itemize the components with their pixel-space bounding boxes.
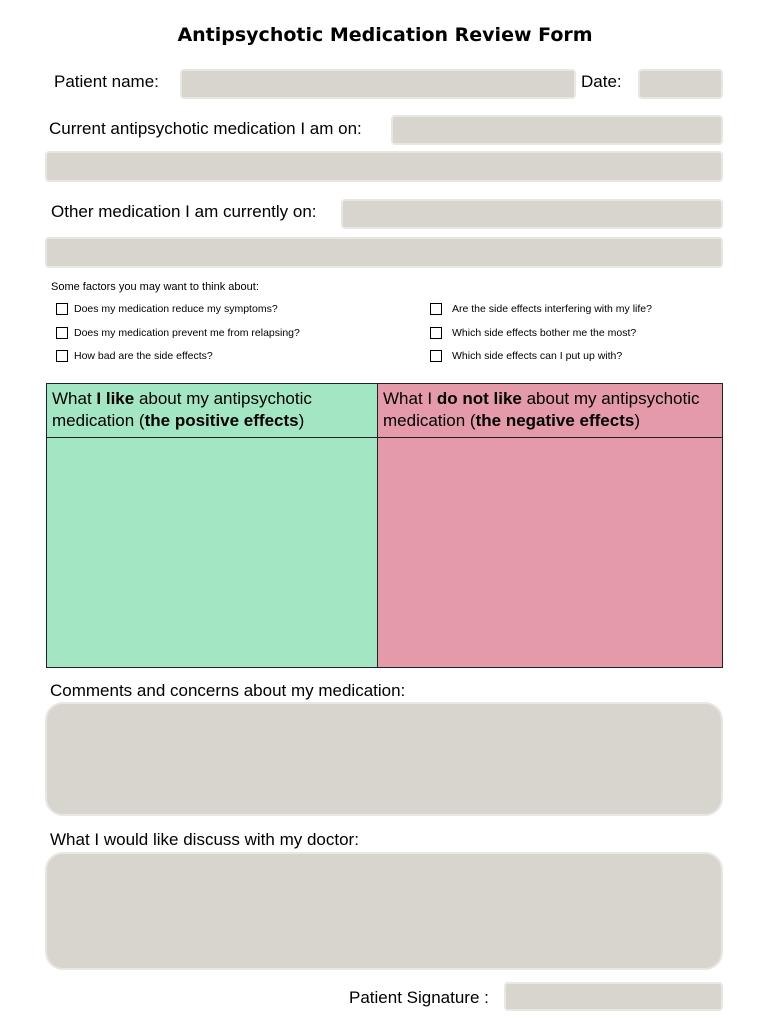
header-text: about my antipsychotic medication ( bbox=[383, 389, 700, 430]
factor-item bbox=[56, 350, 213, 362]
patient-name-field[interactable] bbox=[180, 69, 576, 99]
factor-item bbox=[430, 327, 636, 339]
form-title: Antipsychotic Medication Review Form bbox=[177, 24, 593, 46]
factor-item bbox=[56, 327, 300, 339]
factor-checkbox[interactable] bbox=[56, 350, 68, 362]
current-medication-field-line2[interactable] bbox=[45, 151, 723, 182]
factor-checkbox[interactable] bbox=[56, 303, 68, 315]
factor-text: Does my medication prevent me from relapsing? bbox=[74, 327, 300, 339]
factor-checkbox[interactable] bbox=[430, 303, 442, 315]
header-text: about my antipsychotic medication ( bbox=[52, 389, 312, 430]
header-text: What I bbox=[383, 389, 437, 408]
date-field[interactable] bbox=[638, 69, 723, 99]
header-bold: I like bbox=[96, 389, 135, 408]
comments-field[interactable] bbox=[45, 702, 723, 816]
effects-table bbox=[46, 383, 723, 668]
positive-effects-header bbox=[47, 384, 378, 438]
header-bold: do not like bbox=[436, 389, 522, 408]
header-text: ) bbox=[634, 411, 641, 430]
header-bold: the negative effects bbox=[475, 411, 635, 430]
factor-item bbox=[56, 303, 278, 315]
signature-label: Patient Signature : bbox=[349, 988, 489, 1007]
factor-checkbox[interactable] bbox=[430, 350, 442, 362]
comments-label: Comments and concerns about my medication: bbox=[50, 681, 406, 700]
current-medication-field[interactable] bbox=[391, 115, 723, 145]
negative-effects-field[interactable] bbox=[378, 438, 722, 667]
factors-heading: Some factors you may want to think about: bbox=[51, 281, 259, 293]
header-text: ) bbox=[298, 411, 305, 430]
date-label: Date: bbox=[581, 72, 622, 91]
factor-item bbox=[430, 350, 622, 362]
other-medication-field[interactable] bbox=[341, 199, 723, 229]
factor-text: Which side effects bother me the most? bbox=[452, 327, 637, 339]
other-medication-label: Other medication I am currently on: bbox=[51, 202, 317, 221]
positive-effects-field[interactable] bbox=[47, 438, 378, 667]
other-medication-field-line2[interactable] bbox=[45, 237, 723, 268]
patient-name-label: Patient name: bbox=[54, 72, 159, 91]
signature-field[interactable] bbox=[504, 982, 723, 1011]
factor-checkbox[interactable] bbox=[430, 327, 442, 339]
factor-text: Which side effects can I put up with? bbox=[452, 350, 623, 362]
factor-checkbox[interactable] bbox=[56, 327, 68, 339]
header-text: What bbox=[52, 389, 97, 408]
factor-text: Are the side effects interfering with my life? bbox=[452, 303, 652, 315]
discuss-label: What I would like discuss with my doctor: bbox=[50, 830, 359, 849]
factor-item bbox=[430, 303, 652, 315]
discuss-field[interactable] bbox=[45, 852, 723, 970]
current-medication-label: Current antipsychotic medication I am on: bbox=[49, 119, 362, 138]
header-bold: the positive effects bbox=[144, 411, 299, 430]
factor-text: Does my medication reduce my symptoms? bbox=[74, 303, 278, 315]
negative-effects-header bbox=[378, 384, 722, 438]
factor-text: How bad are the side effects? bbox=[74, 350, 213, 362]
